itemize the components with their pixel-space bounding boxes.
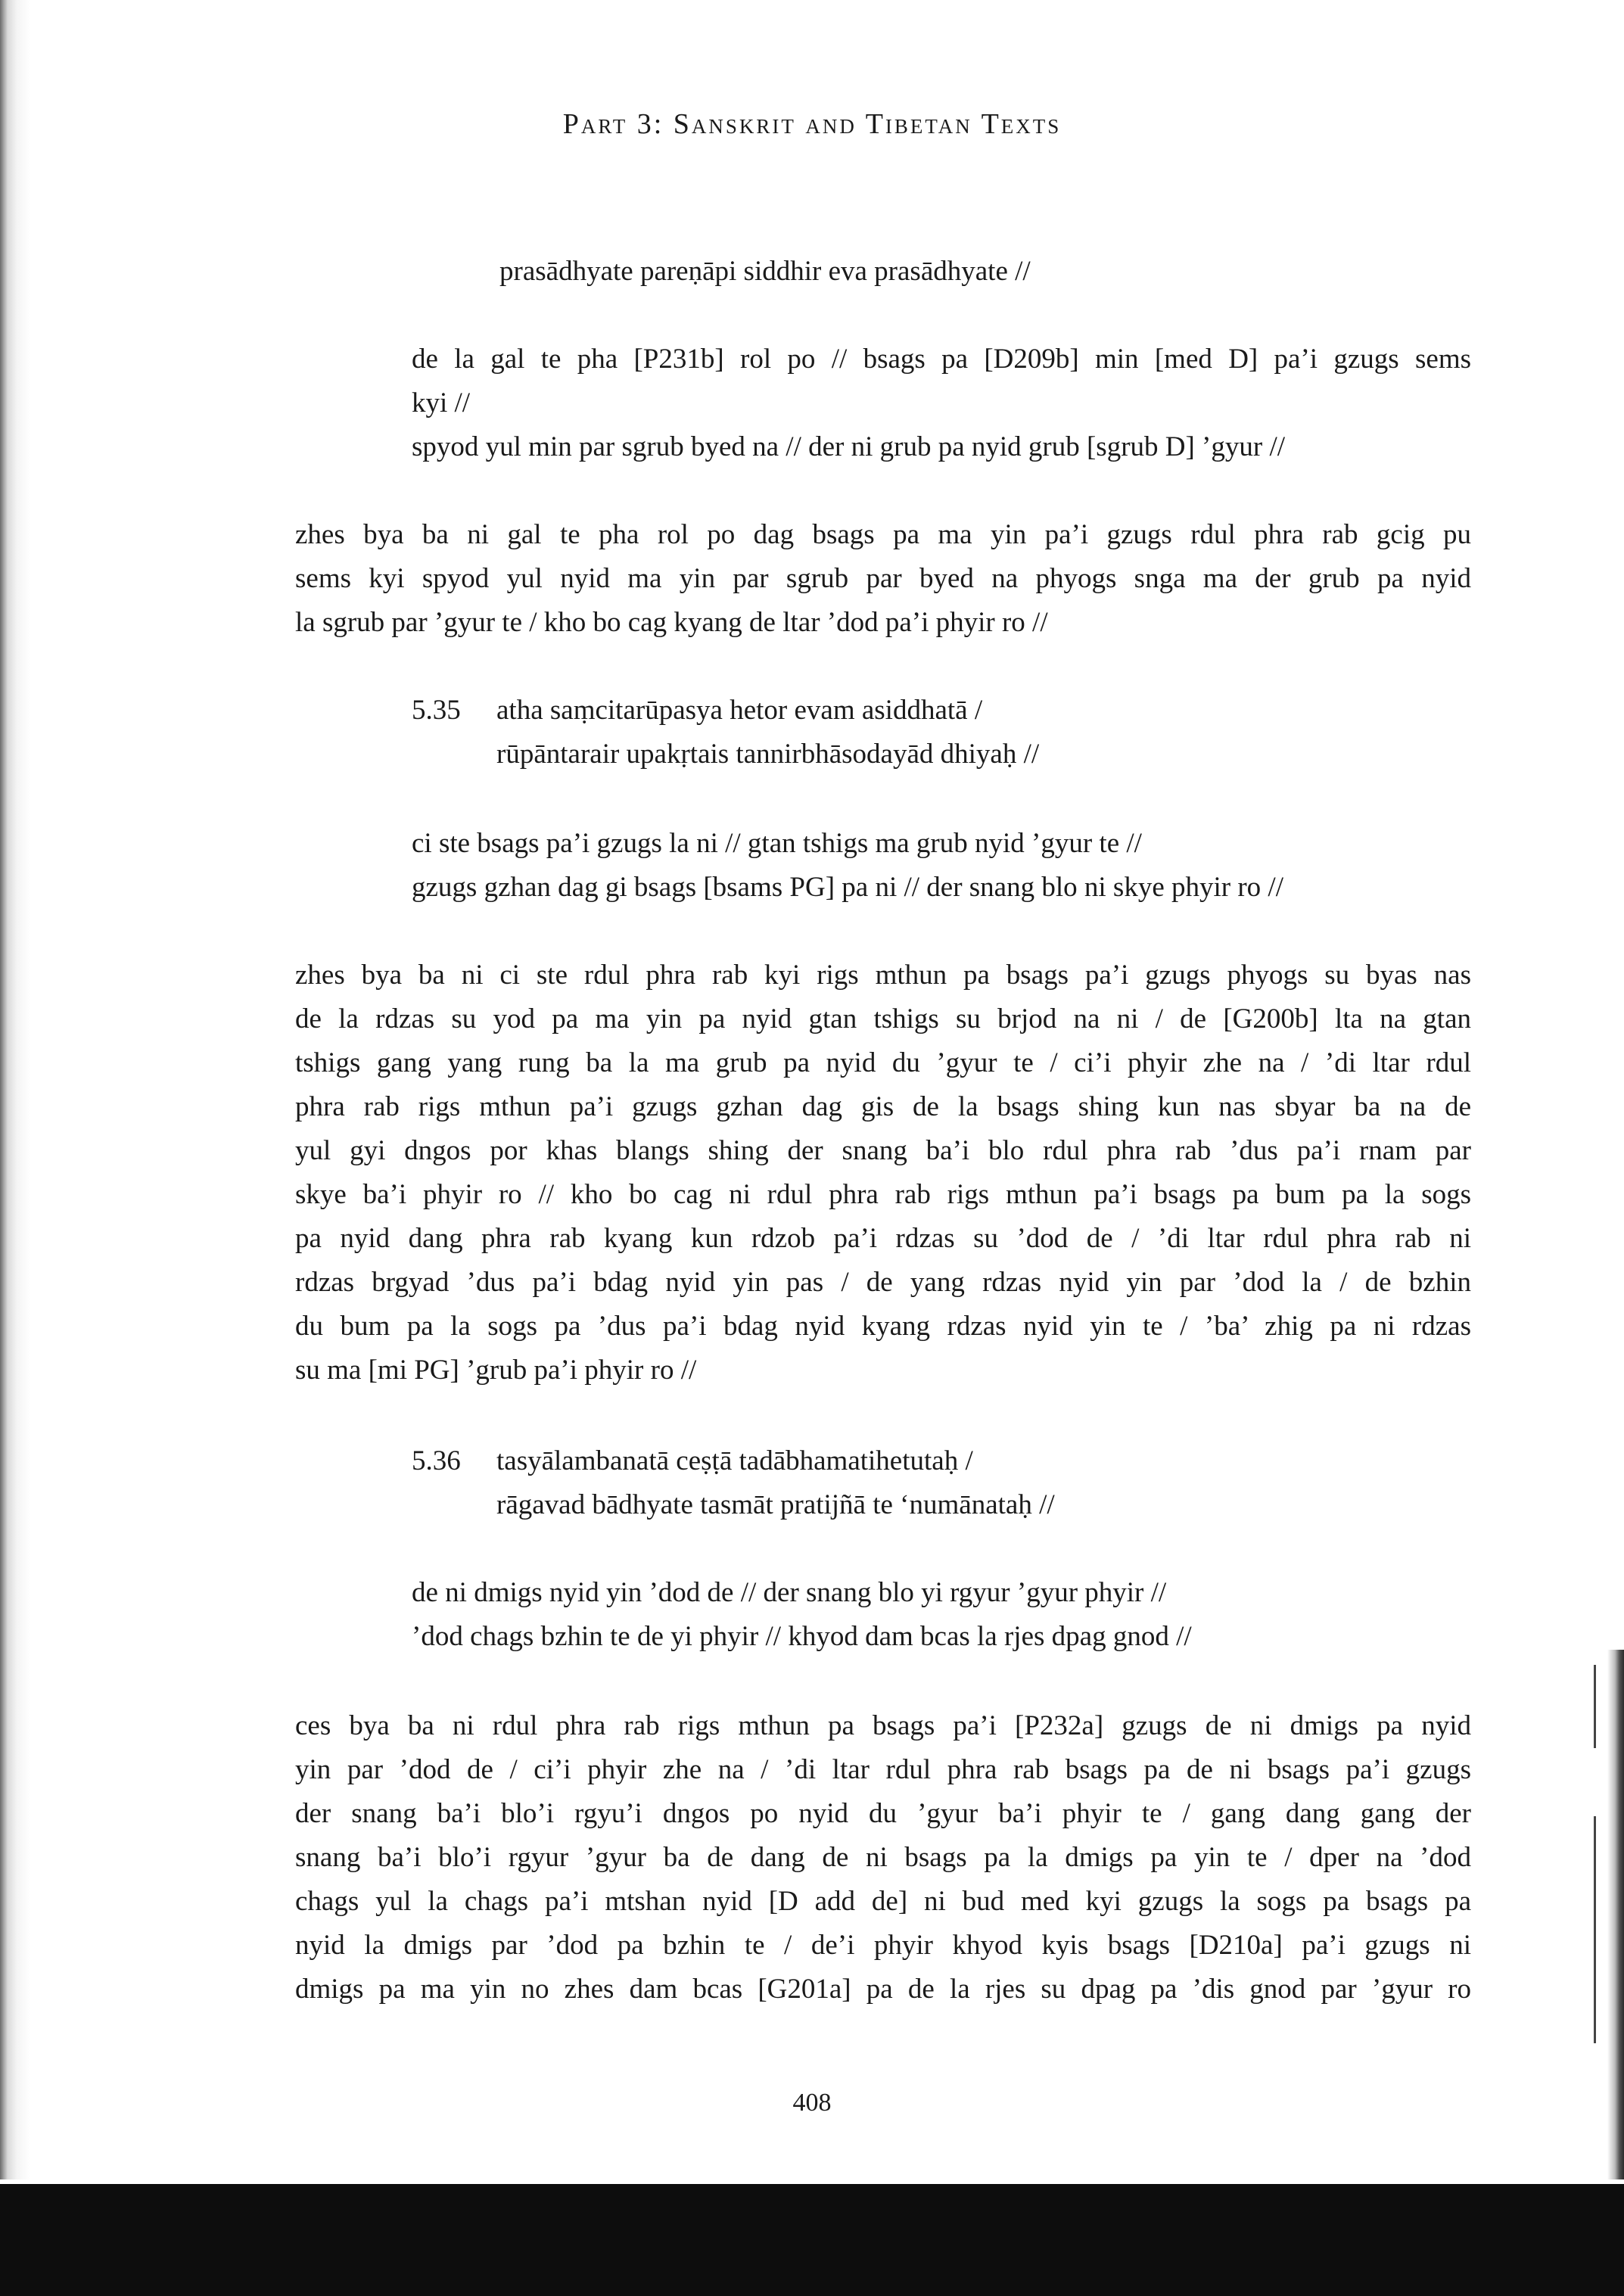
scan-edge-bottom — [0, 2184, 1624, 2296]
commentary-3: ces bya ba ni rdul phra rab rigs mthun pa bsags pa’i [P232a] gzugs de ni dmigs pa nyid yin par ’dod de / ci’i phyir zhe na / ’di ltar rdul phra rab bsags pa de ni bsags pa’i gzugs der snang ba’i blo’i rgyu’i dngos po nyid du ’gyur ba’i phyir te / gang dang gang der snang ba’i blo’i rgyur ’gyur ba de dang de ni bsags pa la dmigs pa yin te / dper na ’dod chags yul la chags pa’i mtshan nyid [D add de] ni bud med kyi gzugs la sogs pa bsags pa nyid la dmigs par ’dod pa bzhin te / de’i phyir khyod kyis bsags [D210a] pa’i gzugs ni dmigs pa ma yin no zhes dam bcas [G201a] pa de la rjes su dpag pa ’dis gnod par ’gyur ro — [295, 1710, 1471, 2005]
sanskrit-line: prasādhyate pareṇāpi siddhir eva prasādhyate // — [499, 256, 1031, 287]
verse-number: 5.36 — [412, 1445, 461, 1476]
scan-mark — [1594, 1665, 1596, 1748]
verse-5-35: 5.35 atha saṃcitarūpasya hetor evam asiddhatā / rūpāntarair upakṛtais tannirbhāsodayād dhiyaḥ // — [412, 689, 1039, 776]
tibetan-verse-2: ci ste bsags pa’i gzugs la ni // gtan tshigs ma grub nyid ’gyur te // gzugs gzhan dag gi bsags [bsams PG] pa ni // der snang blo ni skye phyir ro // — [412, 828, 1283, 903]
commentary-1: zhes bya ba ni gal te pha rol po dag bsags pa ma yin pa’i gzugs rdul phra rab gcig pu sems kyi spyod yul nyid ma yin par sgrub par byed na phyogs snga ma der grub pa nyid la sgrub par ’gyur te / kho bo cag kyang de ltar ’dod pa’i phyir ro // — [295, 519, 1471, 638]
tibetan-verse-1: de la gal te pha [P231b] rol po // bsags pa [D209b] min [med D] pa’i gzugs sems kyi // spyod yul min par sgrub byed na // der ni grub pa nyid grub [sgrub D] ’gyur // — [412, 344, 1471, 462]
tibetan-verse-3: de ni dmigs nyid yin ’dod de // der snang blo yi rgyur ’gyur phyir // ’dod chags bzhin te de yi phyir // khyod dam bcas la rjes dpag gnod // — [412, 1577, 1192, 1652]
verse-5-36: 5.36 tasyālambanatā ceṣṭā tadābhamatihetutaḥ / rāgavad bādhyate tasmāt pratijñā te ‘numānataḥ // — [412, 1439, 1055, 1527]
page-number: 408 — [792, 2089, 832, 2117]
commentary-2: zhes bya ba ni ci ste rdul phra rab kyi rigs mthun pa bsags pa’i gzugs phyogs su byas nas de la rdzas su yod pa ma yin pa nyid gtan tshigs su brjod na ni / de [G200b] lta na gtan tshigs gang yang rung ba la ma grub pa nyid du ’gyur te / ci’i phyir zhe na / ’di ltar rdul phra rab rigs mthun pa’i gzugs gzhan dag gis de la bsags shing kun nas sbyar ba na de yul gyi dngos por khas blangs shing der snang ba’i blo rdul phra rab ’dus pa’i rnam par skye ba’i phyir ro // kho bo cag ni rdul phra rab rigs mthun pa’i bsags pa bum pa la sogs pa nyid dang phra rab kyang kun rdzob pa’i rdzas su ’dod de / ’di ltar rdul phra rab ni rdzas brgyad ’dus pa’i bdag nyid yin pas / de yang rdzas nyid yin par ’dod la / de bzhin du bum pa la sogs pa ’dus pa’i bdag nyid kyang rdzas nyid yin te / ’ba’ zhig pa ni rdzas su ma [mi PG] ’grub pa’i phyir ro // — [295, 960, 1471, 1386]
running-head: Part 3: Sanskrit and Tibetan Texts — [562, 108, 1062, 140]
verse-number: 5.35 — [412, 695, 461, 726]
scan-edge-left — [0, 0, 30, 2179]
scan-mark — [1594, 1816, 1596, 2043]
